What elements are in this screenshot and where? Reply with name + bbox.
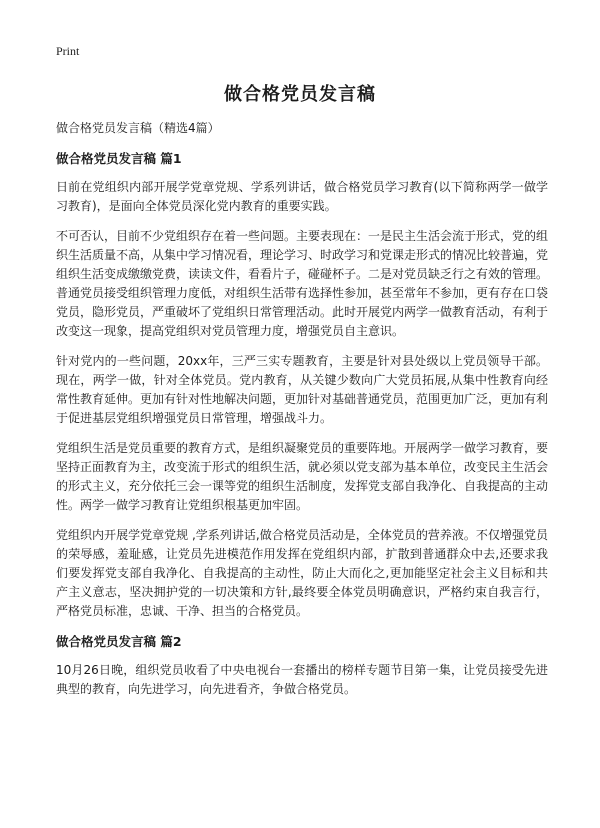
paragraph: 10月26日晚，组织党员收看了中央电视台一套播出的榜样专题节目第一集，让党员接受先进典型的教育，向先进学习，向先进看齐，争做合格党员。 bbox=[56, 663, 548, 696]
paragraph: 针对党内的一些问题，20xx年，三严三实专题教育，主要是针对县处级以上党员领导干部。现在，两学一做，针对全体党员。党内教育，从关键少数向广大党员拓展,从集中性教育向经常性教育延伸。更加有针对性地解决问题，更加针对基础普通党员，范围更加广泛，更加有利于促进基层党组织增强党员日常管理，增强战斗力。 bbox=[56, 354, 549, 425]
paragraph: 不可否认，目前不少党组织存在着一些问题。主要表现在：一是民主生活会流于形式，党的组织生活质量不高，从集中学习情况看，理论学习、时政学习和党课走形式的情况比较普遍，党组织生活变成缴缴党费，读读文件，看看片子，碰碰杯子。二是对党员缺乏行之有效的管理。普通党员接受组织管理力度低，对组织生活带有选择性参加，甚至常年不参加，更有存在口袋党员，隐形党员，严重破坏了党组织日常管理活动。此时开展党内两学一做教育活动，有利于改变这一现象，提高党组织对党员管理力度，增强党员自主意识。 bbox=[56, 229, 549, 338]
document-body bbox=[56, 119, 548, 710]
paragraph: 党组织生活是党员重要的教育方式，是组织凝聚党员的重要阵地。开展两学一做学习教育，要坚持正面教育为主，改变流于形式的组织生活，就必须以党支部为基本单位，改变民主生活会的形式主义，充分依托三会一课等党的组织生活制度，发挥党支部自我净化、自我提高的主动性。两学一做学习教育让党组织根基更加牢固。 bbox=[56, 441, 549, 512]
paragraph: 日前在党组织内部开展学党章党规、学系列讲话，做合格党员学习教育(以下简称两学一做学习教育)，是面向全体党员深化党内教育的重要实践。 bbox=[56, 180, 548, 213]
section-heading-2: 做合格党员发言稿 篇2 bbox=[56, 634, 182, 649]
paragraph: 党组织内开展学党章党规 ,学系列讲话,做合格党员活动是，全体党员的营养液。不仅增强党员的荣辱感，羞耻感，让党员先进模范作用发挥在党组织内部，扩散到普通群众中去,还要求我们要发挥党支部自我净化、自我提高的主动性，防止大而化之,更加能坚定社会主义目标和共产主义意志，坚决拥护党的一切决策和方针,最终要全体党员明确意识，严格约束自我言行，严格党员标准，忠诚、干净、担当的合格党员。 bbox=[56, 528, 548, 618]
section-heading-1: 做合格党员发言稿 篇1 bbox=[56, 151, 182, 166]
page-title: 做合格党员发言稿 bbox=[224, 84, 376, 105]
document-subtitle: 做合格党员发言稿（精选4篇） bbox=[56, 121, 220, 135]
print-link[interactable]: Print bbox=[56, 44, 80, 58]
